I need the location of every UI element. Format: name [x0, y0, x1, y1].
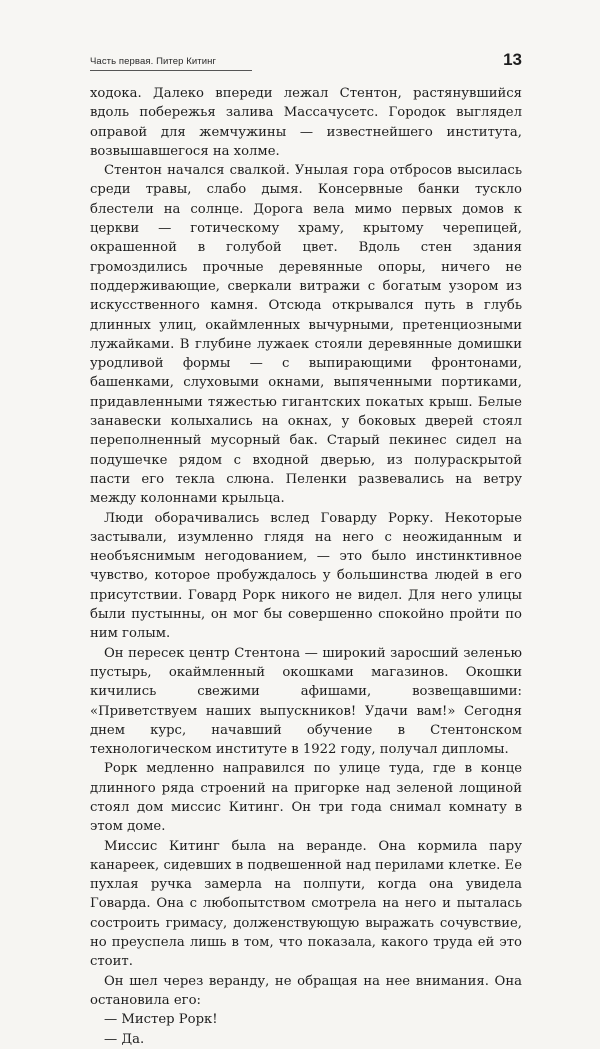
paragraph: Люди оборачивались вслед Говарду Рорку. Некоторые застывали, изумленно глядя на него с неожиданным и необъяснимым негодованием, — это было инстинктивное чувство, которое пробуждалось у большинства людей в его присутствии. Говард Рорк никого не видел. Для него улицы были пустынны, он мог бы совершенно спокойно пройти по ним голым.: [90, 510, 522, 642]
paragraph: Стентон начался свалкой. Унылая гора отбросов высилась среди травы, слабо дымя. Консервные банки тускло блестели на солнце. Дорога вела мимо первых домов к церкви — готическому храму, крытому черепицей, окрашенной в голубой цвет. Вдоль стен здания громоздились прочные деревянные опоры, ничего не поддерживающие, сверкали витражи с богатым узором из искусственного камня. Отсюда открывался путь в глубь длинных улиц, окаймленных вычурными, претенциозными лужайками. В глубине лужаек стояли деревянные домишки уродливой формы — с выпирающими фронтонами, башенками, слуховыми окнами, выпяченными портиками, придавленными тяжестью гигантских покатых крыш. Белые занавески колыхались на окнах, у боковых дверей стоял переполненный мусорный бак. Старый пекинес сидел на подушечке рядом с входной дверью, из полураскрытой пасти его текла слюна. Пеленки развевались на ветру между колоннами крыльца.: [90, 163, 522, 507]
dialogue-line: — Да.: [104, 1031, 145, 1047]
header-rule: [90, 70, 252, 71]
body-text: [90, 84, 522, 1049]
page-header: [90, 50, 522, 74]
paragraph: Рорк медленно направился по улице туда, где в конце длинного ряда строений на пригорке над зеленой лощиной стоял дом миссис Китинг. Он три года снимал комнату в этом доме.: [90, 761, 522, 835]
dialogue-line: — Мистер Рорк!: [104, 1012, 218, 1028]
paragraph: Миссис Китинг была на веранде. Она кормила пару канареек, сидевших в подвешенной над перилами клетке. Ее пухлая ручка замерла на полпути, когда она увидела Говарда. Она с любопытством смотрела на него и пыталась состроить гримасу, долженствующую выражать сочувствие, но преуспела лишь в том, что показала, какого труда ей это стоит.: [90, 838, 522, 970]
paragraph: Он пересек центр Стентона — широкий заросший зеленью пустырь, окаймленный окошками магазинов. Окошки кичились свежими афишами, возвещавшими: «Приветствуем наших выпускников! Удачи вам!» Сегодня днем курс, начавший обучение в Стентонском технологическом институте в 1922 году, получал дипломы.: [90, 645, 522, 758]
paragraph: Он шел через веранду, не обращая на нее внимания. Она остановила его:: [90, 973, 522, 1008]
paragraph: ходока. Далеко впереди лежал Стентон, растянувшийся вдоль побережья залива Массачусетс. Городок выглядел оправой для жемчужины — известнейшего института, возвышавшегося на холме.: [90, 86, 522, 159]
running-head: Часть первая. Питер Китинг: [90, 56, 217, 67]
page-number: 13: [503, 50, 522, 69]
